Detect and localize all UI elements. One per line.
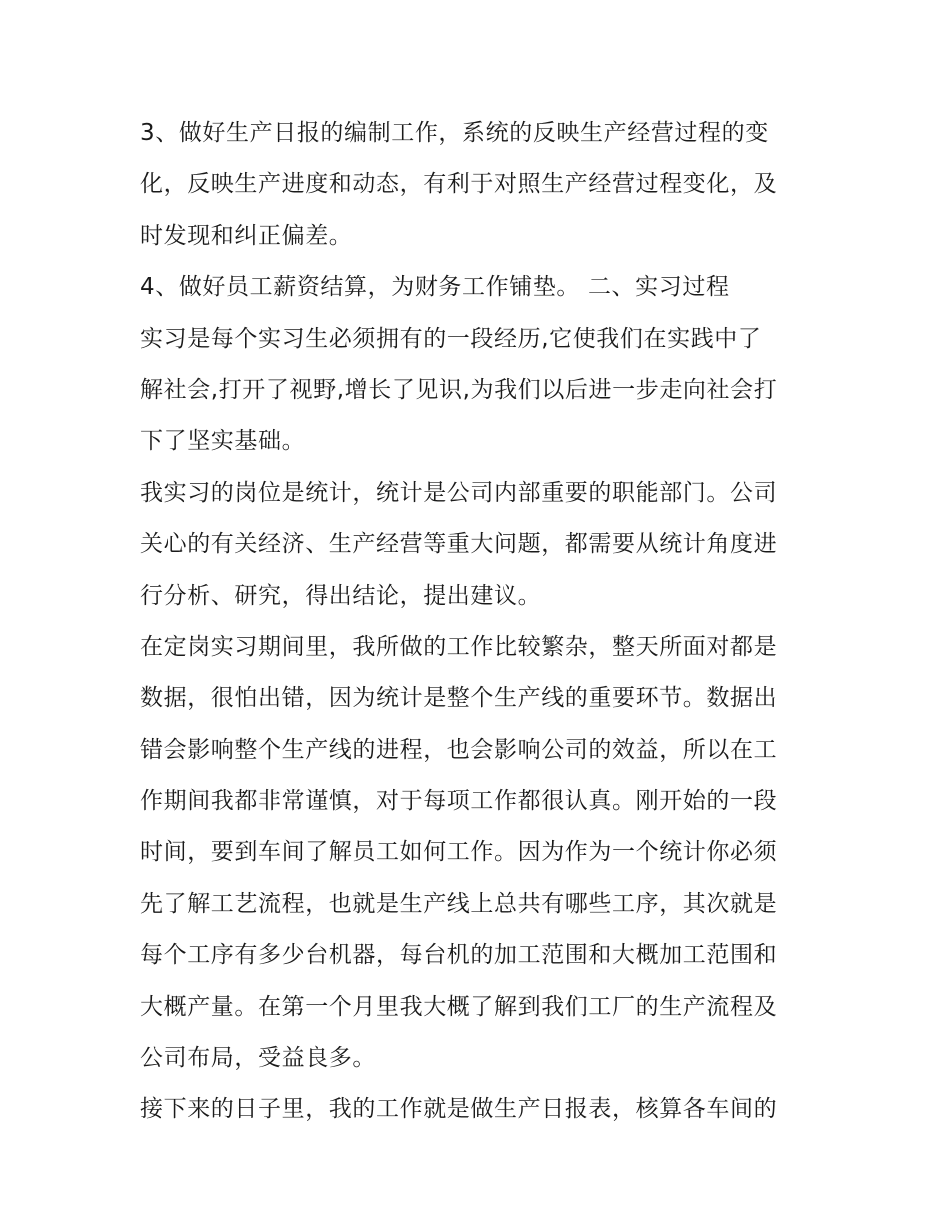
text-line: 错会影响整个生产线的进程，也会影响公司的效益，所以在工 xyxy=(140,736,778,763)
text-line: 下了坚实基础。 xyxy=(140,428,306,455)
text-line: 关心的有关经济、生产经营等重大问题，都需要从统计角度进 xyxy=(140,531,778,558)
text-line: 在定岗实习期间里，我所做的工作比较繁杂，整天所面对都是 xyxy=(140,633,778,660)
text-line: 作期间我都非常谨慎，对于每项工作都很认真。刚开始的一段 xyxy=(140,788,778,815)
body-text xyxy=(140,108,812,1136)
text-line: 时发现和纠正偏差。 xyxy=(140,222,353,249)
text-line: 时间，要到车间了解员工如何工作。因为作为一个统计你必须 xyxy=(140,839,778,866)
text-line: 大概产量。在第一个月里我大概了解到我们工厂的生产流程及 xyxy=(140,993,778,1020)
text-line: 4、做好员工薪资结算，为财务工作铺垫。 二、实习过程 xyxy=(140,274,730,301)
text-line: 我实习的岗位是统计，统计是公司内部重要的职能部门。公司 xyxy=(140,479,778,506)
text-line: 解社会,打开了视野,增长了见识,为我们以后进一步走向社会打 xyxy=(140,376,778,403)
text-line: 每个工序有多少台机器，每台机的加工范围和大概加工范围和 xyxy=(140,942,778,969)
text-line: 实习是每个实习生必须拥有的一段经历,它使我们在实践中了 xyxy=(140,325,762,352)
text-line: 化，反映生产进度和动态，有利于对照生产经营过程变化，及 xyxy=(140,171,778,198)
text-line: 3、做好生产日报的编制工作，系统的反映生产经营过程的变 xyxy=(140,120,769,146)
text-line: 先了解工艺流程，也就是生产线上总共有哪些工序，其次就是 xyxy=(140,890,778,917)
text-line: 接下来的日子里，我的工作就是做生产日报表，核算各车间的 xyxy=(140,1096,778,1123)
text-line: 行分析、研究，得出结论，提出建议。 xyxy=(140,582,542,609)
text-line: 公司布局，受益良多。 xyxy=(140,1045,376,1072)
text-line: 数据，很怕出错，因为统计是整个生产线的重要环节。数据出 xyxy=(140,685,778,712)
